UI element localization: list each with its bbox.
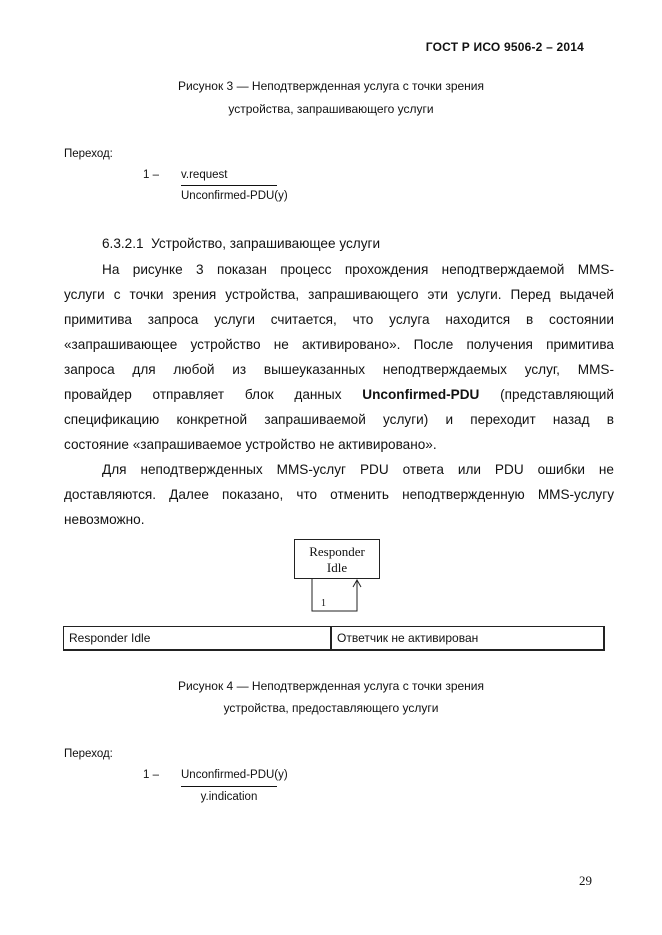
paragraph-line-bold [64,383,614,408]
figure4-fraction-line [181,786,277,787]
paragraph-line: На рисунке 3 показан процесс прохождения неподтверждаемой MMS- [102,262,614,277]
pdu-name-bold: Unconfirmed-PDU [362,387,480,402]
paragraph-line: примитива запроса услуги считается, что услуга находится в состоянии [64,312,614,327]
figure4-transition-label: Переход: [64,748,113,760]
figure3-caption-line2: устройства, запрашивающего услуги [228,102,434,116]
paragraph-line: невозможно. [64,512,145,527]
state-label-line1: Responder [309,544,365,559]
legend-table [63,626,605,651]
figure3-fraction-line [181,185,277,186]
state-label-line2: Idle [326,560,348,575]
figure4-caption-line2: устройства, предоставляющего услуги [223,701,439,715]
figure3-transition-top: v.request [181,169,228,181]
figure3-transition-number: 1 – [143,169,159,181]
paragraph-line: Для неподтвержденных MMS-услуг PDU ответа или PDU ошибки не [102,462,614,477]
figure4-transition-number: 1 – [143,769,159,781]
transition-number: 1 [321,598,326,609]
loop-line [312,579,357,611]
page-number: 29 [579,873,592,888]
transition-loop-arrow [300,570,370,616]
paragraph-line: «запрашивающее устройство не активировано». После получения примитива [64,337,614,352]
paragraph-line: запроса для любой из вышеуказанных неподтверждаемых услуг, MMS- [64,362,614,377]
paragraph-line: услуги с точки зрения устройства, запрашивающего эти услуги. Перед выдачей [64,287,614,302]
figure3-transition-label: Переход: [64,148,113,160]
legend-translation: Ответчик не активирован [331,627,604,651]
figure4-transition-bottom: y.indication [200,791,258,803]
paragraph-text: (представляющий [479,387,614,402]
paragraph-text: провайдер отправляет блок данных [64,387,363,402]
figure3-caption-line1: Рисунок 3 — Неподтвержденная услуга с точки зрения [177,79,485,93]
paragraph-line: состояние «запрашиваемое устройство не активировано». [64,437,437,452]
legend-term: Responder Idle [64,627,332,651]
table-row [64,627,605,651]
figure3-transition-bottom: Unconfirmed-PDU(y) [181,190,288,202]
paragraph-line: спецификацию конкретной запрашиваемой услуги) и переходит назад в [64,412,614,427]
paragraph-line: доставляются. Далее показано, что отменить неподтвержденную MMS-услугу [64,487,614,502]
figure4-transition-top: Unconfirmed-PDU(y) [181,769,288,781]
figure4-caption-line1: Рисунок 4 — Неподтвержденная услуга с точки зрения [177,679,485,693]
section-heading: 6.3.2.1 Устройство, запрашивающее услуги [102,236,381,251]
document-code: ГОСТ Р ИСО 9506-2 – 2014 [425,40,584,54]
